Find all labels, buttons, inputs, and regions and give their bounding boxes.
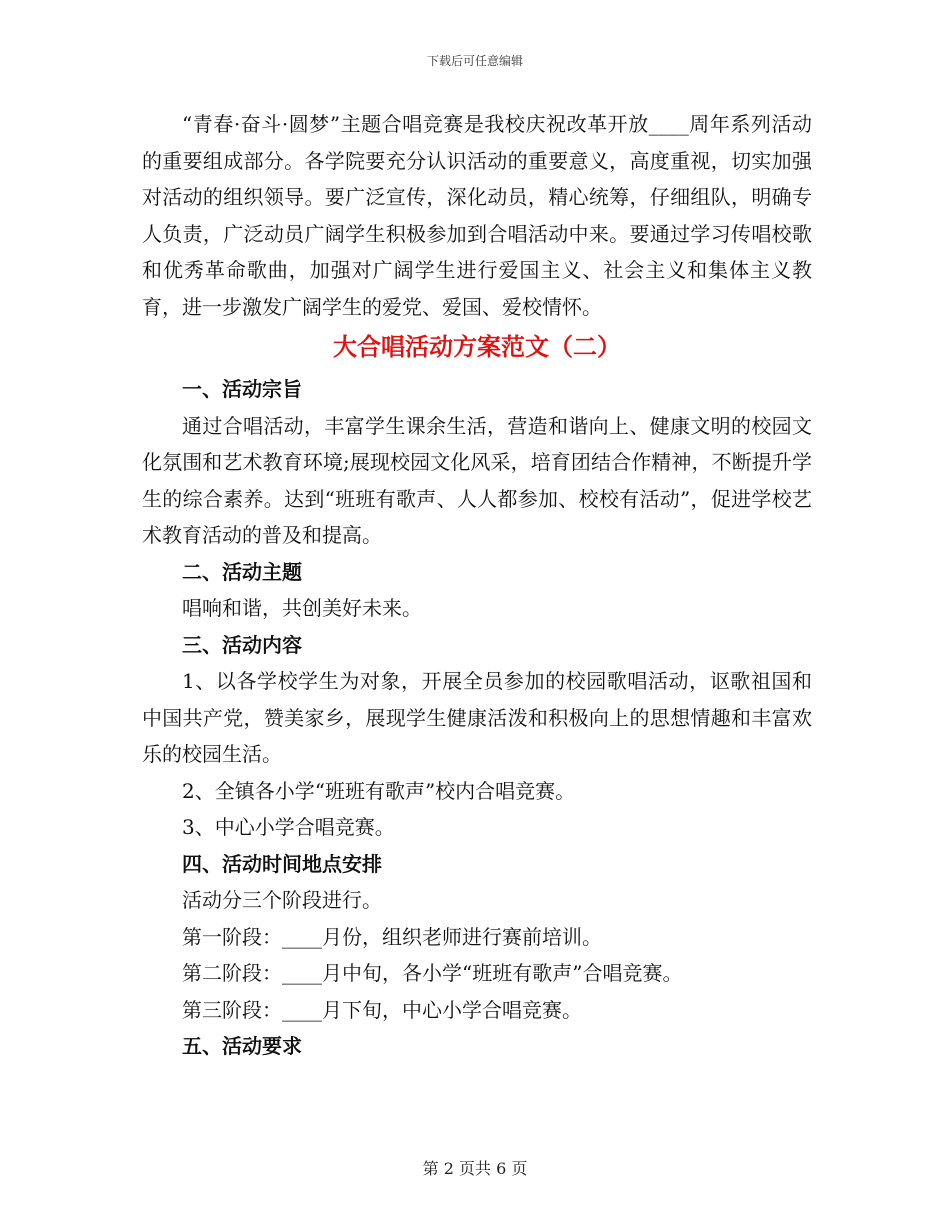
section-heading-requirements: 五、活动要求 (182, 1034, 302, 1058)
section-heading-purpose: 一、活动宗旨 (182, 377, 302, 401)
schedule-intro: 活动分三个阶段进行。 (182, 888, 382, 912)
section-heading-theme: 二、活动主题 (182, 559, 302, 584)
document-body (142, 106, 812, 1065)
content-item-2: 2、全镇各小学“班班有歌声”校内合唱竞赛。 (182, 778, 576, 803)
theme-paragraph: 唱响和谐，共创美好未来。 (182, 596, 422, 620)
section-heading-schedule: 四、活动时间地点安排 (182, 851, 382, 876)
purpose-paragraph: 通过合唱活动，丰富学生课余生活，营造和谐向上、健康文明的校园文化氛围和艺术教育环境;展现校园文化风采，培育团结合作精神，不断提升学生的综合素养。达到“班班有歌声、人人都参加、校校有活动”，促进学校艺术教育活动的普及和提高。 (142, 413, 812, 547)
page-footer: 第 2 页共 6 页 (422, 1159, 528, 1178)
content-item-3: 3、中心小学合唱竞赛。 (182, 815, 395, 839)
content-item-1: 1、以各学校学生为对象，开展全员参加的校园歌唱活动，讴歌祖国和中国共产党，赞美家乡，展现学生健康活泼和积极向上的思想情趣和丰富欢乐的校园生活。 (142, 669, 812, 766)
schedule-stage-2: 第二阶段：____月中旬，各小学“班班有歌声”合唱竞赛。 (182, 961, 683, 985)
page-header: 下载后可任意编辑 (426, 54, 523, 68)
schedule-stage-1: 第一阶段：____月份，组织老师进行赛前培训。 (182, 924, 602, 949)
intro-paragraph: “青春·奋斗·圆梦”主题合唱竞赛是我校庆祝改革开放____周年系列活动的重要组成部分。各学院要充分认识活动的重要意义，高度重视，切实加强对活动的组织领导。要广泛宣传，深化动员，精心统筹，仔细组队，明确专人负责，广泛动员广阔学生积极参加到合唱活动中来。要通过学习传唱校歌和优秀革命歌曲，加强对广阔学生进行爱国主义、社会主义和集体主义教育，进一步激发广阔学生的爱党、爱国、爱校情怀。 (142, 112, 812, 319)
section-heading-content: 三、活动内容 (182, 632, 302, 657)
schedule-stage-3: 第三阶段：____月下旬，中心小学合唱竞赛。 (182, 997, 582, 1022)
document-title: 大合唱活动方案范文（二） (333, 332, 621, 361)
